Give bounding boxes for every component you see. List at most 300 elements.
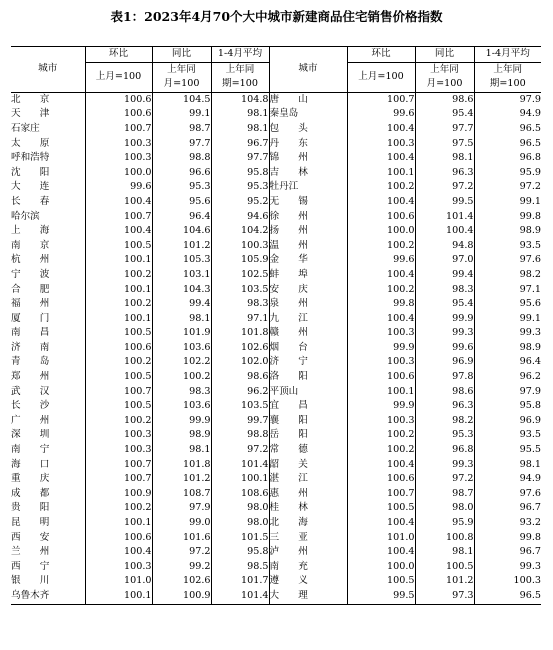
header-avg-right: 1-4月平均: [474, 47, 541, 63]
cell-mom-right: 100.4: [347, 458, 415, 473]
cell-avg-left: 94.6: [211, 210, 269, 225]
cell-mom-left: 100.1: [85, 589, 152, 604]
cell-city-left: 厦 门: [11, 312, 50, 324]
cell-avg-left: 98.6: [211, 370, 269, 385]
table-row: [11, 589, 541, 604]
cell-city-right: 无 锡: [269, 195, 347, 210]
cell-avg-right: 95.5: [474, 443, 541, 458]
cell-yoy-right: 98.1: [415, 545, 474, 560]
cell-avg-left: 101.4: [211, 589, 269, 604]
cell-mom-right: 100.4: [347, 312, 415, 327]
cell-city-right: 蚌 埠: [269, 268, 347, 283]
cell-city-right: 安 庆: [269, 283, 347, 298]
cell-city-left: 郑 州: [11, 371, 50, 383]
cell-mom-left: 100.3: [85, 428, 152, 443]
cell-avg-right: 97.9: [474, 385, 541, 400]
cell-yoy-left: 105.3: [152, 253, 211, 268]
cell-avg-right: 98.9: [474, 341, 541, 356]
cell-yoy-left: 100.2: [152, 370, 211, 385]
cell-city-right: 常 德: [269, 443, 347, 458]
cell-mom-left: 101.0: [85, 574, 152, 589]
cell-city-left: 长 沙: [11, 400, 50, 412]
table-row: [11, 107, 541, 122]
cell-avg-right: 95.6: [474, 297, 541, 312]
cell-mom-left: 100.4: [85, 195, 152, 210]
cell-avg-right: 93.5: [474, 428, 541, 443]
cell-avg-left: 97.1: [211, 312, 269, 327]
cell-avg-right: 97.1: [474, 283, 541, 298]
cell-mom-left: 100.3: [85, 443, 152, 458]
cell-mom-left: 100.2: [85, 501, 152, 516]
cell-avg-left: 103.5: [211, 283, 269, 298]
cell-yoy-left: 98.7: [152, 122, 211, 137]
cell-yoy-left: 104.6: [152, 224, 211, 239]
cell-mom-right: 100.4: [347, 195, 415, 210]
cell-avg-right: 99.1: [474, 312, 541, 327]
cell-mom-left: 100.9: [85, 487, 152, 502]
cell-city-right: 金 华: [269, 253, 347, 268]
table-row: [11, 268, 541, 283]
cell-yoy-left: 97.2: [152, 545, 211, 560]
cell-mom-right: 100.2: [347, 239, 415, 254]
table-row: [11, 545, 541, 560]
cell-mom-right: 99.6: [347, 107, 415, 122]
cell-avg-right: 94.9: [474, 472, 541, 487]
cell-avg-right: 97.9: [474, 92, 541, 107]
cell-mom-right: 100.3: [347, 137, 415, 152]
table-row: [11, 487, 541, 502]
cell-city-left: 石家庄: [11, 122, 40, 134]
table-title: 表1：2023年4月70个大中城市新建商品住宅销售价格指数: [110, 9, 443, 24]
cell-avg-left: 101.5: [211, 531, 269, 546]
cell-avg-left: 99.7: [211, 414, 269, 429]
cell-mom-left: 100.3: [85, 137, 152, 152]
cell-yoy-right: 97.2: [415, 472, 474, 487]
cell-city-right: 襄 阳: [269, 414, 347, 429]
cell-yoy-left: 98.1: [152, 443, 211, 458]
cell-mom-right: 100.7: [347, 92, 415, 107]
cell-city-left: 北 京: [11, 93, 50, 105]
cell-avg-left: 102.0: [211, 355, 269, 370]
cell-mom-left: 100.4: [85, 545, 152, 560]
cell-avg-right: 96.7: [474, 545, 541, 560]
cell-mom-right: 100.5: [347, 501, 415, 516]
cell-city-right: 包 头: [269, 122, 347, 137]
cell-yoy-right: 96.3: [415, 166, 474, 181]
cell-avg-left: 98.0: [211, 516, 269, 531]
header-avg-left: 1-4月平均: [211, 47, 269, 63]
cell-mom-left: 100.3: [85, 560, 152, 575]
cell-yoy-left: 103.6: [152, 341, 211, 356]
cell-mom-right: 100.3: [347, 326, 415, 341]
cell-avg-right: 99.3: [474, 326, 541, 341]
cell-avg-right: 96.9: [474, 414, 541, 429]
cell-yoy-left: 108.7: [152, 487, 211, 502]
table-row: [11, 501, 541, 516]
cell-avg-right: 98.9: [474, 224, 541, 239]
cell-city-left: 海 口: [11, 458, 50, 470]
cell-mom-left: 100.6: [85, 341, 152, 356]
cell-avg-right: 96.7: [474, 501, 541, 516]
cell-avg-left: 101.8: [211, 326, 269, 341]
table-row: [11, 560, 541, 575]
table-row: [11, 472, 541, 487]
table-row: [11, 137, 541, 152]
cell-avg-left: 96.7: [211, 137, 269, 152]
cell-city-right: 泉 州: [269, 297, 347, 312]
cell-mom-right: 101.0: [347, 531, 415, 546]
cell-city-right: 唐 山: [269, 92, 347, 107]
cell-mom-right: 100.4: [347, 516, 415, 531]
cell-yoy-left: 101.6: [152, 531, 211, 546]
cell-yoy-left: 99.2: [152, 560, 211, 575]
cell-avg-right: 97.6: [474, 487, 541, 502]
table-row: [11, 92, 541, 107]
cell-mom-right: 100.6: [347, 370, 415, 385]
cell-yoy-left: 103.6: [152, 399, 211, 414]
cell-avg-left: 95.8: [211, 545, 269, 560]
cell-city-left: 南 京: [11, 239, 50, 251]
cell-avg-left: 103.5: [211, 399, 269, 414]
cell-mom-right: 100.4: [347, 545, 415, 560]
cell-mom-right: 100.6: [347, 472, 415, 487]
cell-mom-left: 99.6: [85, 180, 152, 195]
table-row: [11, 239, 541, 254]
header-mom-right: 环比: [347, 47, 415, 63]
cell-yoy-right: 98.6: [415, 92, 474, 107]
cell-mom-right: 99.9: [347, 341, 415, 356]
cell-yoy-left: 98.1: [152, 312, 211, 327]
cell-yoy-right: 96.3: [415, 399, 474, 414]
header-mom-sub-right: 上月=100: [347, 62, 415, 92]
cell-yoy-right: 96.9: [415, 355, 474, 370]
header-yoy-sub-right: 上年同 月=100: [415, 62, 474, 92]
table-row: [11, 531, 541, 546]
cell-yoy-right: 99.3: [415, 458, 474, 473]
cell-mom-left: 100.1: [85, 253, 152, 268]
cell-city-right: 宜 昌: [269, 399, 347, 414]
table-row: [11, 414, 541, 429]
price-index-table: [11, 46, 541, 605]
cell-mom-left: 100.2: [85, 355, 152, 370]
cell-mom-left: 100.1: [85, 516, 152, 531]
table-row: [11, 253, 541, 268]
header-yoy-right: 同比: [415, 47, 474, 63]
cell-city-left: 沈 阳: [11, 166, 50, 178]
cell-avg-left: 97.7: [211, 151, 269, 166]
table-row: [11, 370, 541, 385]
cell-mom-right: 99.5: [347, 589, 415, 604]
cell-avg-left: 95.3: [211, 180, 269, 195]
cell-city-left: 昆 明: [11, 517, 50, 528]
cell-city-left: 武 汉: [11, 385, 50, 397]
cell-yoy-right: 101.2: [415, 574, 474, 589]
cell-city-right: 韶 关: [269, 458, 347, 473]
cell-city-left: 上 海: [11, 225, 50, 237]
table-row: [11, 385, 541, 400]
cell-yoy-right: 98.0: [415, 501, 474, 516]
cell-mom-right: 100.3: [347, 355, 415, 370]
table-row: [11, 312, 541, 327]
cell-avg-right: 93.5: [474, 239, 541, 254]
cell-yoy-left: 96.4: [152, 210, 211, 225]
cell-yoy-right: 100.4: [415, 224, 474, 239]
cell-avg-left: 98.1: [211, 107, 269, 122]
header-avg-sub-right: 上年同 期=100: [474, 62, 541, 92]
cell-mom-left: 100.5: [85, 370, 152, 385]
cell-yoy-right: 97.2: [415, 180, 474, 195]
cell-yoy-left: 95.3: [152, 180, 211, 195]
cell-city-right: 秦皇岛: [269, 107, 347, 122]
cell-city-right: 丹 东: [269, 137, 347, 152]
cell-yoy-left: 101.8: [152, 458, 211, 473]
cell-city-left: 青 岛: [11, 356, 50, 368]
cell-avg-left: 98.3: [211, 297, 269, 312]
table-row: [11, 574, 541, 589]
cell-avg-right: 99.8: [474, 531, 541, 546]
cell-city-right: 徐 州: [269, 210, 347, 225]
cell-city-left: 太 原: [11, 137, 50, 149]
cell-avg-left: 104.2: [211, 224, 269, 239]
header-city-left: 城市: [11, 47, 85, 93]
cell-avg-right: 94.9: [474, 107, 541, 122]
cell-yoy-left: 104.3: [152, 283, 211, 298]
cell-city-left: 天 津: [11, 108, 50, 120]
header-yoy-sub-left: 上年同 月=100: [152, 62, 211, 92]
table-row: [11, 166, 541, 181]
cell-yoy-left: 102.2: [152, 355, 211, 370]
cell-mom-left: 100.7: [85, 210, 152, 225]
cell-avg-left: 108.6: [211, 487, 269, 502]
cell-city-left: 兰 州: [11, 546, 50, 558]
cell-avg-right: 98.2: [474, 268, 541, 283]
header-mom-left: 环比: [85, 47, 152, 63]
cell-city-left: 西 宁: [11, 560, 50, 572]
cell-mom-right: 100.7: [347, 487, 415, 502]
cell-yoy-left: 97.7: [152, 137, 211, 152]
cell-yoy-left: 101.9: [152, 326, 211, 341]
header-yoy-left: 同比: [152, 47, 211, 63]
cell-city-left: 济 南: [11, 341, 50, 353]
cell-mom-left: 100.1: [85, 283, 152, 298]
cell-yoy-left: 98.3: [152, 385, 211, 400]
cell-city-left: 南 昌: [11, 327, 50, 339]
cell-avg-right: 98.1: [474, 458, 541, 473]
cell-avg-left: 102.5: [211, 268, 269, 283]
cell-city-right: 泸 州: [269, 545, 347, 560]
cell-mom-right: 100.0: [347, 224, 415, 239]
cell-mom-right: 100.1: [347, 385, 415, 400]
cell-yoy-right: 97.0: [415, 253, 474, 268]
cell-city-right: 大 理: [269, 589, 347, 604]
cell-avg-right: 100.3: [474, 574, 541, 589]
cell-mom-right: 100.2: [347, 180, 415, 195]
cell-mom-right: 100.0: [347, 560, 415, 575]
cell-city-left: 合 肥: [11, 283, 50, 295]
cell-city-right: 三 亚: [269, 531, 347, 546]
cell-mom-left: 100.2: [85, 297, 152, 312]
cell-yoy-left: 95.6: [152, 195, 211, 210]
cell-city-left: 重 庆: [11, 473, 50, 485]
cell-mom-right: 100.2: [347, 283, 415, 298]
cell-avg-left: 97.2: [211, 443, 269, 458]
cell-avg-right: 95.9: [474, 166, 541, 181]
cell-city-left: 南 宁: [11, 444, 50, 456]
cell-city-right: 济 宁: [269, 355, 347, 370]
table-row: [11, 458, 541, 473]
cell-yoy-right: 98.3: [415, 283, 474, 298]
cell-mom-right: 100.4: [347, 268, 415, 283]
cell-yoy-right: 98.7: [415, 487, 474, 502]
table-row: [11, 326, 541, 341]
cell-mom-right: 99.6: [347, 253, 415, 268]
cell-city-right: 遵 义: [269, 574, 347, 589]
cell-city-right: 温 州: [269, 239, 347, 254]
cell-yoy-right: 94.8: [415, 239, 474, 254]
cell-avg-left: 95.2: [211, 195, 269, 210]
cell-yoy-left: 101.2: [152, 239, 211, 254]
cell-mom-right: 100.2: [347, 428, 415, 443]
cell-mom-left: 100.7: [85, 122, 152, 137]
cell-city-left: 宁 波: [11, 268, 50, 280]
cell-mom-left: 100.0: [85, 166, 152, 181]
cell-mom-right: 100.4: [347, 151, 415, 166]
cell-city-right: 洛 阳: [269, 370, 347, 385]
cell-yoy-right: 97.5: [415, 137, 474, 152]
header-avg-sub-left: 上年同 期=100: [211, 62, 269, 92]
header-city-right: 城市: [269, 47, 347, 93]
table-row: [11, 297, 541, 312]
cell-avg-left: 98.5: [211, 560, 269, 575]
cell-city-left: 广 州: [11, 414, 50, 426]
table-row: [11, 283, 541, 298]
cell-city-right: 吉 林: [269, 166, 347, 181]
cell-city-left: 银 川: [11, 575, 50, 587]
cell-avg-left: 96.2: [211, 385, 269, 400]
cell-yoy-right: 98.2: [415, 414, 474, 429]
cell-mom-left: 100.7: [85, 385, 152, 400]
cell-city-right: 牡丹江: [269, 180, 347, 195]
cell-mom-right: 99.9: [347, 399, 415, 414]
cell-yoy-right: 101.4: [415, 210, 474, 225]
cell-city-right: 桂 林: [269, 501, 347, 516]
cell-avg-left: 101.4: [211, 458, 269, 473]
cell-mom-left: 100.7: [85, 458, 152, 473]
cell-city-right: 湛 江: [269, 472, 347, 487]
cell-yoy-right: 95.4: [415, 297, 474, 312]
cell-city-left: 成 都: [11, 487, 50, 499]
cell-avg-right: 99.3: [474, 560, 541, 575]
header-row-1: [11, 47, 541, 63]
cell-yoy-left: 99.1: [152, 107, 211, 122]
table-row: [11, 180, 541, 195]
cell-mom-left: 100.1: [85, 312, 152, 327]
cell-avg-right: 96.8: [474, 151, 541, 166]
table-row: [11, 341, 541, 356]
cell-city-left: 长 春: [11, 195, 50, 207]
table-row: [11, 122, 541, 137]
cell-city-left: 西 安: [11, 531, 50, 543]
cell-avg-right: 99.8: [474, 210, 541, 225]
cell-mom-right: 100.2: [347, 443, 415, 458]
cell-yoy-right: 100.5: [415, 560, 474, 575]
cell-avg-right: 96.5: [474, 589, 541, 604]
cell-yoy-right: 98.1: [415, 151, 474, 166]
cell-mom-left: 100.5: [85, 326, 152, 341]
cell-yoy-right: 99.4: [415, 268, 474, 283]
cell-yoy-right: 99.6: [415, 341, 474, 356]
cell-city-right: 扬 州: [269, 224, 347, 239]
cell-mom-left: 100.2: [85, 268, 152, 283]
cell-avg-left: 98.0: [211, 501, 269, 516]
cell-mom-left: 100.4: [85, 224, 152, 239]
cell-city-left: 福 州: [11, 298, 50, 310]
cell-avg-left: 104.8: [211, 92, 269, 107]
cell-mom-left: 100.5: [85, 239, 152, 254]
cell-city-left: 贵 阳: [11, 502, 50, 514]
table-row: [11, 443, 541, 458]
cell-avg-left: 101.7: [211, 574, 269, 589]
cell-avg-right: 96.5: [474, 137, 541, 152]
cell-avg-left: 102.6: [211, 341, 269, 356]
cell-avg-right: 97.2: [474, 180, 541, 195]
cell-city-right: 平顶山: [269, 385, 347, 400]
cell-city-right: 烟 台: [269, 341, 347, 356]
cell-avg-right: 99.1: [474, 195, 541, 210]
cell-mom-left: 100.5: [85, 399, 152, 414]
cell-city-left: 呼和浩特: [11, 152, 50, 164]
cell-yoy-left: 100.9: [152, 589, 211, 604]
table-row: [11, 428, 541, 443]
cell-city-left: 乌鲁木齐: [11, 589, 85, 604]
cell-mom-right: 100.1: [347, 166, 415, 181]
cell-yoy-left: 101.2: [152, 472, 211, 487]
cell-city-right: 惠 州: [269, 487, 347, 502]
cell-yoy-right: 95.9: [415, 516, 474, 531]
cell-yoy-right: 100.8: [415, 531, 474, 546]
cell-avg-left: 105.9: [211, 253, 269, 268]
cell-city-left: 哈尔滨: [11, 210, 40, 222]
cell-city-right: 锦 州: [269, 151, 347, 166]
cell-avg-right: 96.5: [474, 122, 541, 137]
table-row: [11, 151, 541, 166]
cell-city-left: 杭 州: [11, 254, 50, 266]
cell-avg-left: 98.1: [211, 122, 269, 137]
cell-yoy-left: 102.6: [152, 574, 211, 589]
cell-city-right: 北 海: [269, 516, 347, 531]
cell-avg-left: 100.1: [211, 472, 269, 487]
cell-mom-left: 100.3: [85, 151, 152, 166]
cell-mom-right: 100.3: [347, 414, 415, 429]
cell-mom-right: 99.8: [347, 297, 415, 312]
table-row: [11, 355, 541, 370]
cell-yoy-left: 99.4: [152, 297, 211, 312]
cell-city-right: 岳 阳: [269, 428, 347, 443]
cell-mom-left: 100.6: [85, 92, 152, 107]
cell-avg-right: 96.2: [474, 370, 541, 385]
cell-yoy-right: 95.3: [415, 428, 474, 443]
table-row: [11, 516, 541, 531]
cell-mom-left: 100.7: [85, 472, 152, 487]
cell-yoy-right: 99.5: [415, 195, 474, 210]
table-row: [11, 210, 541, 225]
cell-yoy-left: 104.5: [152, 92, 211, 107]
cell-yoy-left: 96.6: [152, 166, 211, 181]
cell-avg-left: 98.8: [211, 428, 269, 443]
table-row: [11, 195, 541, 210]
cell-mom-right: 100.4: [347, 122, 415, 137]
cell-mom-left: 100.6: [85, 107, 152, 122]
